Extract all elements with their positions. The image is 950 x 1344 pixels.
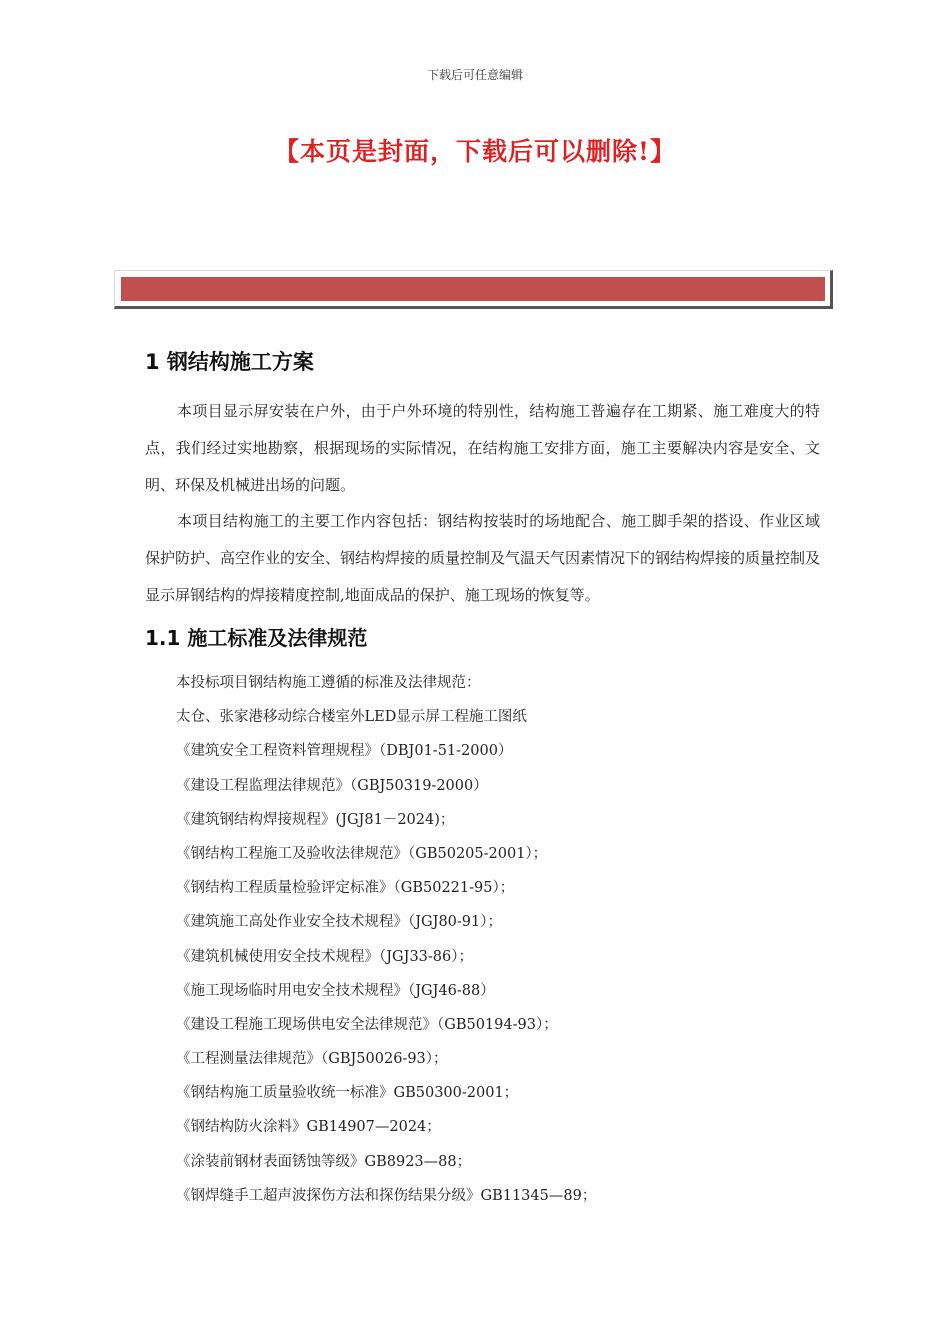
- list-item: 《施工现场临时用电安全技术规程》（JGJ46-88）: [176, 982, 495, 999]
- list-item: 《钢焊缝手工超声波探伤方法和探伤结果分级》GB11345—89；: [176, 1187, 597, 1204]
- list-item: 《钢结构工程施工及验收法律规范》（GB50205-2001）；: [176, 845, 548, 862]
- section-heading-1-1: 1.1 施工标准及法律规范: [145, 626, 368, 650]
- decorative-banner: [114, 270, 833, 309]
- list-item: 《建设工程施工现场供电安全法律规范》（GB50194-93）；: [176, 1016, 558, 1033]
- banner-bar: [121, 277, 825, 301]
- page-header: 下载后可任意编辑: [426, 68, 523, 82]
- list-item: 《钢结构工程质量检验评定标准》（GB50221-95）；: [176, 880, 515, 897]
- standards-list: [176, 666, 836, 1213]
- cover-notice: 【本页是封面，下载后可以删除!】: [274, 137, 676, 166]
- list-item: 《建设工程监理法律规范》（GBJ50319-2000）: [176, 777, 488, 794]
- list-item: 《建筑施工高处作业安全技术规程》（JGJ80-91）；: [176, 914, 503, 931]
- list-item: 《建筑机械使用安全技术规程》（JGJ33-86）；: [176, 948, 474, 965]
- paragraph: 本项目显示屏安装在户外，由于户外环境的特别性，结构施工普遍存在工期紧、施工难度大的特点，我们经过实地勘察，根据现场的实际情况，在结构施工安排方面，施工主要解决内容是安全、文明、环保及机械进出场的问题。: [145, 402, 820, 494]
- list-item: 太仓、张家港移动综合楼室外LED显示屏工程施工图纸: [176, 709, 527, 726]
- list-item: 《钢结构施工质量验收统一标准》GB50300-2001；: [176, 1085, 519, 1102]
- list-item: 《工程测量法律规范》（GBJ50026-93）；: [176, 1051, 448, 1068]
- list-item: 《涂装前钢材表面锈蚀等级》GB8923—88；: [176, 1153, 472, 1170]
- paragraph: 本项目结构施工的主要工作内容包括：钢结构按装时的场地配合、施工脚手架的搭设、作业区域保护防护、高空作业的安全、钢结构焊接的质量控制及气温天气因素情况下的钢结构焊接的质量控制及显示屏钢结构的焊接精度控制,地面成品的保护、施工现场的恢复等。: [145, 512, 821, 604]
- section-heading-1: 1 钢结构施工方案: [145, 350, 314, 374]
- list-item: 《建筑安全工程资料管理规程》（DBJ01-51-2000）: [176, 743, 513, 760]
- list-item: 本投标项目钢结构施工遵循的标准及法律规范：: [176, 675, 481, 691]
- list-item: 《钢结构防火涂料》GB14907—2024；: [176, 1119, 441, 1136]
- list-item: 《建筑钢结构焊接规程》(JGJ81－2024)；: [176, 811, 455, 828]
